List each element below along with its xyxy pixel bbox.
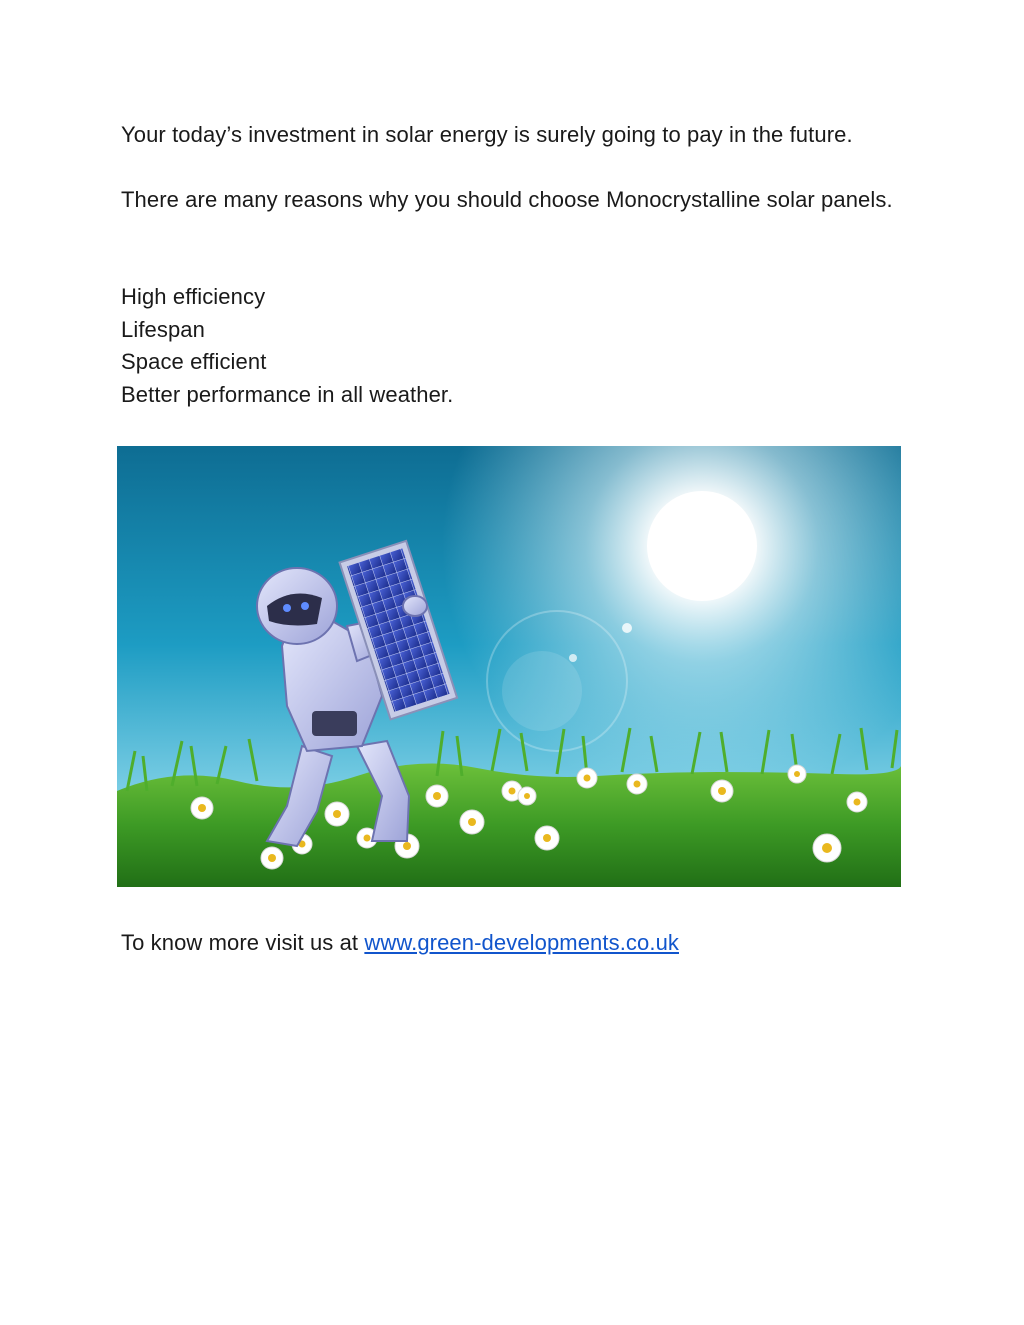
reason-item: Lifespan: [121, 316, 205, 342]
reasons-intro-paragraph: There are many reasons why you should choose Monocrystalline solar panels.: [121, 187, 893, 212]
footer-text: To know more visit us at: [121, 930, 365, 955]
reason-item: Better performance in all weather.: [121, 381, 454, 407]
reasons-list: [121, 281, 902, 411]
reason-item: Space efficient: [121, 349, 267, 374]
robot-solar-panel-image: [117, 446, 901, 887]
reason-item: High efficiency: [121, 284, 266, 309]
intro-paragraph: Your today’s investment in solar energy is surely going to pay in the future.: [121, 122, 853, 147]
footer-line: [121, 927, 902, 960]
website-link[interactable]: www.green-developments.co.uk: [364, 930, 679, 955]
